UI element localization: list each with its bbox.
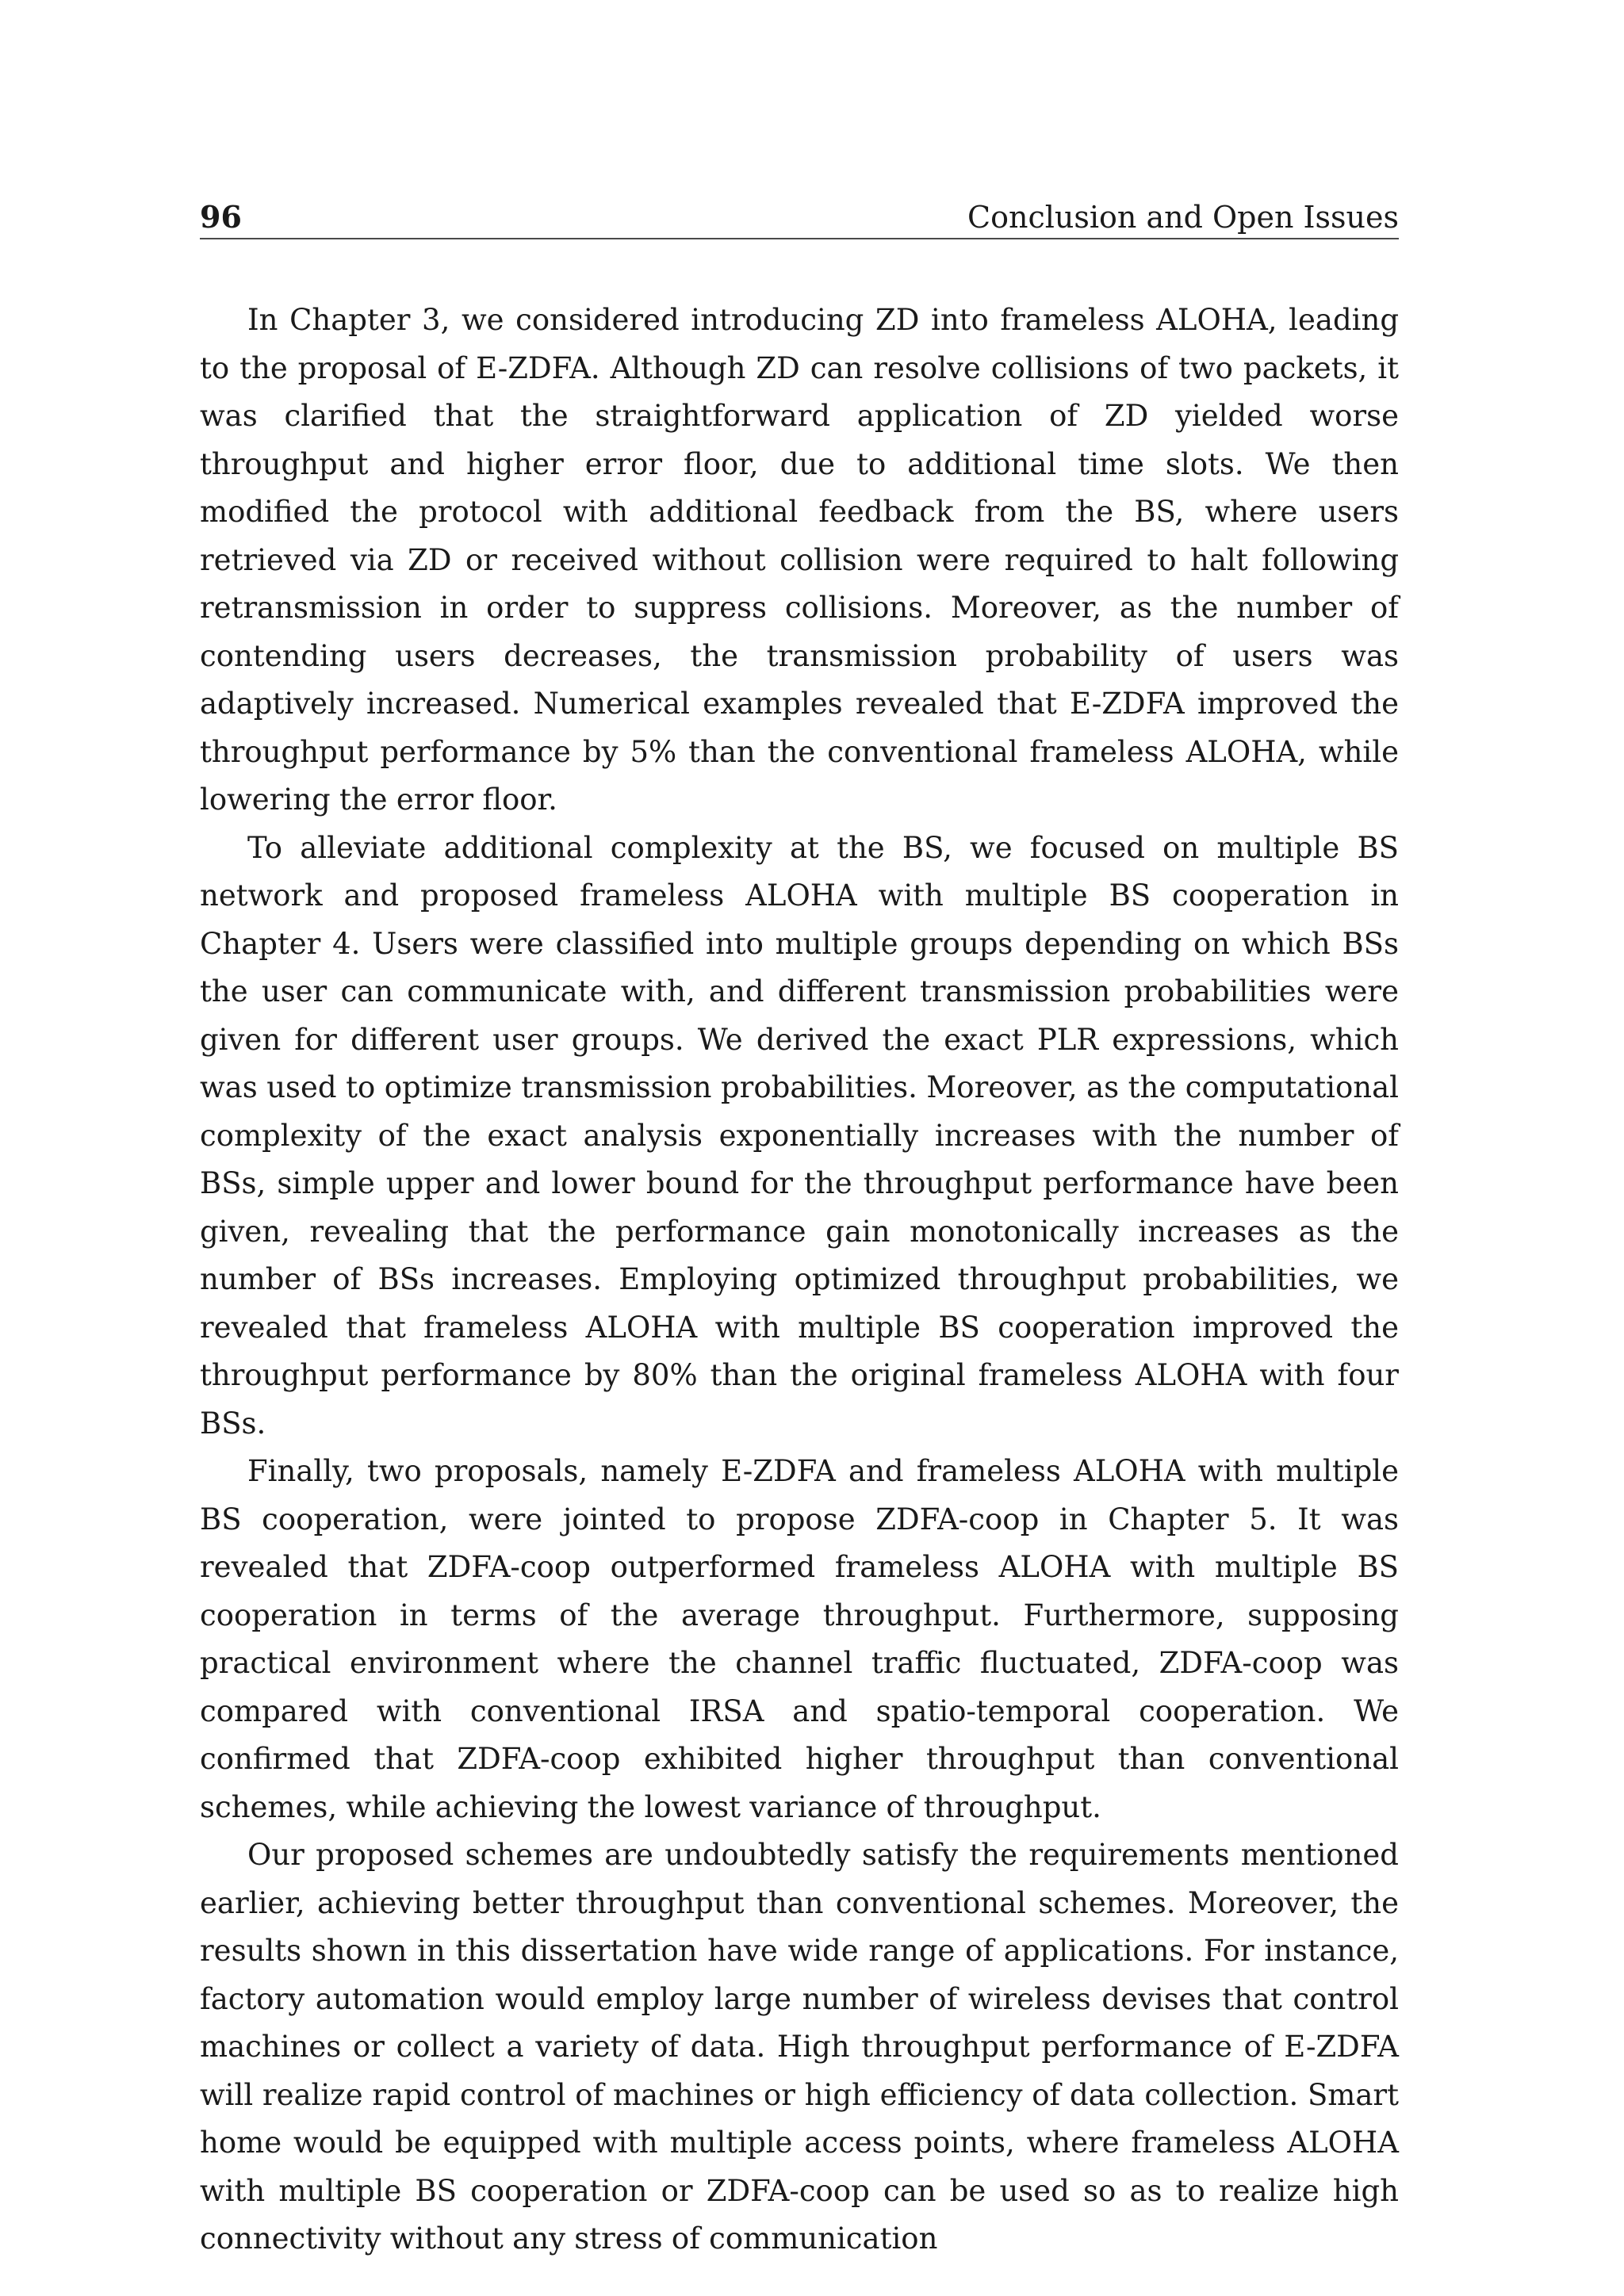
page-number: 96 bbox=[200, 199, 242, 235]
body-text bbox=[200, 297, 1399, 2263]
paragraph: In Chapter 3, we considered introducing ZD into frameless ALOHA, leading to the proposal of E-ZDFA. Although ZD can resolve collisions of two packets, it was clarified that the straightforward application of ZD yielded worse throughput and higher error floor, due to additional time slots. We then modified the protocol with additional feedback from the BS, where users retrieved via ZD or received without collision were required to halt following retransmission in order to suppress collisions. Moreover, as the number of contending users decreases, the transmission probability of users was adaptively increased. Numerical examples revealed that E-ZDFA improved the throughput performance by 5% than the conventional frameless ALOHA, while lowering the error floor. bbox=[200, 303, 1399, 817]
paragraph: Our proposed schemes are undoubtedly satisfy the requirements mentioned earlier, achieving better throughput than conventional schemes. Moreover, the results shown in this dissertation have wide range of applications. For instance, factory automation would employ large number of wireless devises that control machines or collect a variety of data. High throughput performance of E-ZDFA will realize rapid control of machines or high efficiency of data collection. Smart home would be equipped with multiple access points, where frameless ALOHA with multiple BS cooperation or ZDFA-coop can be used so as to realize high connectivity without any stress of communication bbox=[200, 1838, 1399, 2256]
paragraph: Finally, two proposals, namely E-ZDFA and frameless ALOHA with multiple BS cooperation, were jointed to propose ZDFA-coop in Chapter 5. It was revealed that ZDFA-coop outperformed frameless ALOHA with multiple BS cooperation in terms of the average throughput. Furthermore, supposing practical environment where the channel traffic fluctuated, ZDFA-coop was compared with conventional IRSA and spatio-temporal cooperation. We confirmed that ZDFA-coop exhibited higher throughput than conventional schemes, while achieving the lowest variance of throughput. bbox=[200, 1454, 1399, 1824]
chapter-title: Conclusion and Open Issues bbox=[967, 200, 1399, 235]
paragraph: To alleviate additional complexity at the BS, we focused on multiple BS network and proposed frameless ALOHA with multiple BS cooperation in Chapter 4. Users were classified into multiple groups depending on which BSs the user can communicate with, and different transmission probabilities were given for different user groups. We derived the exact PLR expressions, which was used to optimize transmission probabilities. Moreover, as the computational complexity of the exact analysis exponentially increases with the number of BSs, simple upper and lower bound for the throughput performance have been given, revealing that the performance gain monotonically increases as the number of BSs increases. Employing optimized throughput probabilities, we revealed that frameless ALOHA with multiple BS cooperation improved the throughput performance by 80% than the original frameless ALOHA with four BSs. bbox=[200, 830, 1399, 1441]
running-header bbox=[200, 197, 1399, 239]
